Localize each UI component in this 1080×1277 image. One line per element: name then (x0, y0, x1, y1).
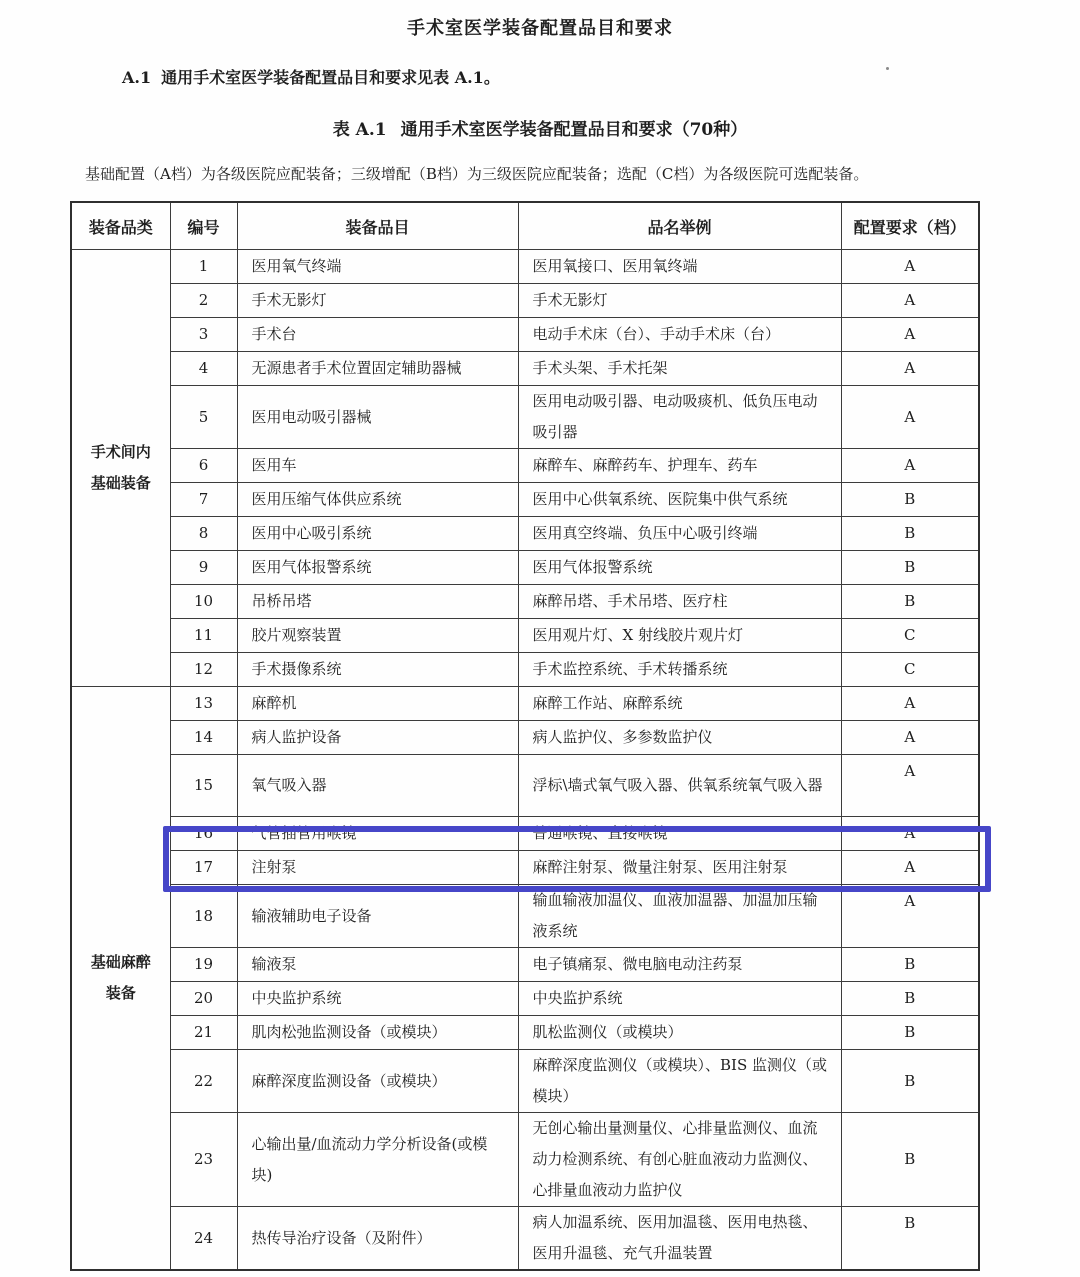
row-number-cell: 1 (170, 250, 237, 284)
table-row (71, 483, 979, 517)
examples-cell: 浮标\墙式氧气吸入器、供氧系统氧气吸入器 (518, 755, 841, 817)
examples-cell: 病人监护仪、多参数监护仪 (518, 721, 841, 755)
item-cell: 输液辅助电子设备 (237, 885, 518, 948)
grade-cell: A (841, 851, 979, 885)
item-cell: 热传导治疗设备（及附件） (237, 1207, 518, 1271)
row-number-cell: 9 (170, 551, 237, 585)
grade-cell: A (841, 885, 979, 948)
item-cell: 病人监护设备 (237, 721, 518, 755)
table-row (71, 250, 979, 284)
grade-cell: B (841, 1113, 979, 1207)
row-number-cell: 13 (170, 687, 237, 721)
grade-cell: A (841, 687, 979, 721)
row-number-cell: 21 (170, 1016, 237, 1050)
intro-line (122, 65, 1080, 88)
item-cell: 医用氧气终端 (237, 250, 518, 284)
table-row (71, 653, 979, 687)
row-number-cell: 7 (170, 483, 237, 517)
examples-cell: 输血输液加温仪、血液加温器、加温加压输液系统 (518, 885, 841, 948)
grade-cell: B (841, 551, 979, 585)
examples-cell: 电动手术床（台）、手动手术床（台） (518, 318, 841, 352)
table-row (71, 755, 979, 817)
examples-cell: 医用电动吸引器、电动吸痰机、低负压电动吸引器 (518, 386, 841, 449)
item-cell: 注射泵 (237, 851, 518, 885)
table-row (71, 1050, 979, 1113)
grade-cell: A (841, 817, 979, 851)
row-number-cell: 15 (170, 755, 237, 817)
examples-cell: 无创心输出量测量仪、心排量监测仪、血流动力检测系统、有创心脏血液动力监测仪、心排量血液动力监护仪 (518, 1113, 841, 1207)
examples-cell: 普通喉镜、直接喉镜 (518, 817, 841, 851)
row-number-cell: 19 (170, 948, 237, 982)
row-number-cell: 4 (170, 352, 237, 386)
scan-artifact-dot (886, 67, 889, 70)
row-number-cell: 2 (170, 284, 237, 318)
item-cell: 手术台 (237, 318, 518, 352)
table-header-row (71, 202, 979, 250)
grade-cell: B (841, 1207, 979, 1271)
table-row (71, 386, 979, 449)
table-row (71, 817, 979, 851)
item-cell: 肌肉松弛监测设备（或模块） (237, 1016, 518, 1050)
examples-cell: 手术无影灯 (518, 284, 841, 318)
examples-cell: 手术监控系统、手术转播系统 (518, 653, 841, 687)
item-cell: 医用压缩气体供应系统 (237, 483, 518, 517)
category-cell: 手术间内基础装备 (71, 250, 170, 687)
table-caption-label: 表 A.1 (332, 120, 387, 140)
grade-cell: B (841, 948, 979, 982)
item-cell: 输液泵 (237, 948, 518, 982)
examples-cell: 肌松监测仪（或模块） (518, 1016, 841, 1050)
grade-cell: B (841, 1050, 979, 1113)
examples-cell: 医用中心供氧系统、医院集中供气系统 (518, 483, 841, 517)
item-cell: 中央监护系统 (237, 982, 518, 1016)
row-number-cell: 18 (170, 885, 237, 948)
examples-cell: 电子镇痛泵、微电脑电动注药泵 (518, 948, 841, 982)
table-row (71, 352, 979, 386)
grade-cell: A (841, 284, 979, 318)
examples-cell: 麻醉工作站、麻醉系统 (518, 687, 841, 721)
grade-cell: A (841, 318, 979, 352)
table-row (71, 1207, 979, 1271)
item-cell: 心输出量/血流动力学分析设备(或模块) (237, 1113, 518, 1207)
equipment-table-body (71, 250, 979, 1271)
table-row (71, 1016, 979, 1050)
page-title: 手术室医学装备配置品目和要求 (407, 18, 673, 39)
intro-clause-number: A.1 (122, 68, 152, 87)
row-number-cell: 11 (170, 619, 237, 653)
table-row (71, 885, 979, 948)
table-row (71, 517, 979, 551)
table-row (71, 687, 979, 721)
header-examples: 品名举例 (518, 202, 841, 250)
item-cell: 医用电动吸引器械 (237, 386, 518, 449)
item-cell: 手术摄像系统 (237, 653, 518, 687)
row-number-cell: 5 (170, 386, 237, 449)
header-item: 装备品目 (237, 202, 518, 250)
item-cell: 无源患者手术位置固定辅助器械 (237, 352, 518, 386)
examples-cell: 麻醉注射泵、微量注射泵、医用注射泵 (518, 851, 841, 885)
item-cell: 氧气吸入器 (237, 755, 518, 817)
examples-cell: 医用真空终端、负压中心吸引终端 (518, 517, 841, 551)
table-row (71, 551, 979, 585)
table-row (71, 585, 979, 619)
header-category: 装备品类 (71, 202, 170, 250)
row-number-cell: 3 (170, 318, 237, 352)
table-row (71, 721, 979, 755)
item-cell: 手术无影灯 (237, 284, 518, 318)
row-number-cell: 23 (170, 1113, 237, 1207)
item-cell: 气管插管用喉镜 (237, 817, 518, 851)
table-row (71, 449, 979, 483)
row-number-cell: 12 (170, 653, 237, 687)
category-cell: 基础麻醉装备 (71, 687, 170, 1271)
item-cell: 胶片观察装置 (237, 619, 518, 653)
examples-cell: 麻醉吊塔、手术吊塔、医疗柱 (518, 585, 841, 619)
item-cell: 医用车 (237, 449, 518, 483)
grade-cell: A (841, 386, 979, 449)
examples-cell: 手术头架、手术托架 (518, 352, 841, 386)
table-row (71, 318, 979, 352)
table-row (71, 1113, 979, 1207)
table-note: 基础配置（A档）为各级医院应配装备；三级增配（B档）为三级医院应配装备；选配（C档）为各级医院可选配装备。 (85, 165, 869, 183)
grade-cell: B (841, 1016, 979, 1050)
row-number-cell: 16 (170, 817, 237, 851)
examples-cell: 医用氧接口、医用氧终端 (518, 250, 841, 284)
grade-cell: B (841, 982, 979, 1016)
grade-cell: A (841, 449, 979, 483)
item-cell: 医用中心吸引系统 (237, 517, 518, 551)
grade-cell: A (841, 352, 979, 386)
table-row (71, 284, 979, 318)
grade-cell: C (841, 619, 979, 653)
table-row (71, 851, 979, 885)
table-row (71, 619, 979, 653)
grade-cell: B (841, 585, 979, 619)
grade-cell: B (841, 517, 979, 551)
table-row (71, 982, 979, 1016)
item-cell: 医用气体报警系统 (237, 551, 518, 585)
grade-cell: A (841, 721, 979, 755)
examples-cell: 麻醉深度监测仪（或模块）、BIS 监测仪（或模块） (518, 1050, 841, 1113)
table-caption-text: 通用手术室医学装备配置品目和要求（70种） (400, 120, 748, 140)
row-number-cell: 22 (170, 1050, 237, 1113)
examples-cell: 中央监护系统 (518, 982, 841, 1016)
intro-text: 通用手术室医学装备配置品目和要求见表 A.1。 (161, 68, 500, 87)
equipment-table (70, 201, 980, 1271)
row-number-cell: 10 (170, 585, 237, 619)
item-cell: 麻醉深度监测设备（或模块） (237, 1050, 518, 1113)
row-number-cell: 20 (170, 982, 237, 1016)
table-caption (0, 115, 1080, 140)
row-number-cell: 8 (170, 517, 237, 551)
row-number-cell: 24 (170, 1207, 237, 1271)
grade-cell: A (841, 250, 979, 284)
row-number-cell: 14 (170, 721, 237, 755)
grade-cell: C (841, 653, 979, 687)
item-cell: 麻醉机 (237, 687, 518, 721)
examples-cell: 医用气体报警系统 (518, 551, 841, 585)
examples-cell: 医用观片灯、X 射线胶片观片灯 (518, 619, 841, 653)
examples-cell: 麻醉车、麻醉药车、护理车、药车 (518, 449, 841, 483)
grade-cell: B (841, 483, 979, 517)
grade-cell: A (841, 755, 979, 817)
header-number: 编号 (170, 202, 237, 250)
row-number-cell: 6 (170, 449, 237, 483)
table-row (71, 948, 979, 982)
header-grade: 配置要求（档） (841, 202, 979, 250)
row-number-cell: 17 (170, 851, 237, 885)
item-cell: 吊桥吊塔 (237, 585, 518, 619)
examples-cell: 病人加温系统、医用加温毯、医用电热毯、医用升温毯、充气升温装置 (518, 1207, 841, 1271)
